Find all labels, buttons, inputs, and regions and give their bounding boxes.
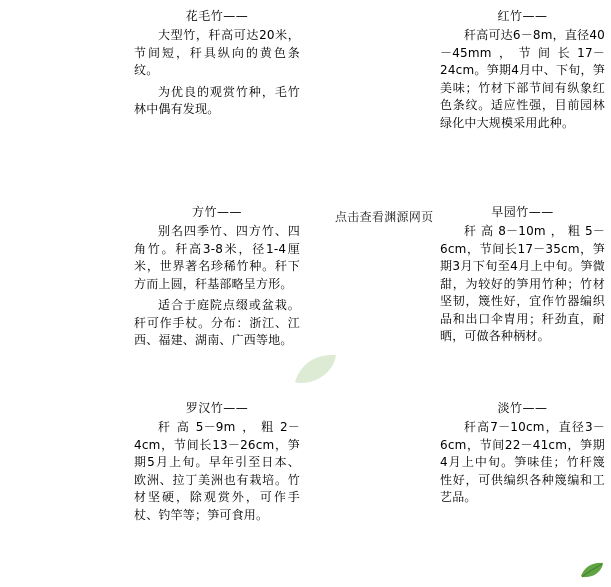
leaf-icon <box>579 561 605 579</box>
species-photo-fang-zhu <box>0 196 130 392</box>
species-photo-hong-zhu <box>306 0 436 196</box>
source-tooltip[interactable]: 点击查看渊源网页 <box>332 209 436 226</box>
species-text-luo-han-zhu <box>130 392 306 587</box>
species-card-hong-zhu <box>306 0 611 196</box>
species-text-hong-zhu <box>436 0 611 196</box>
species-text-dan-zhu <box>436 392 611 587</box>
species-paragraph: 大型竹，秆高可达20米，节间短，秆具纵向的黄色条纹。 <box>134 28 300 77</box>
species-paragraph: 为优良的观赏竹种，毛竹林中偶有发现。 <box>134 84 300 116</box>
species-card-hua-mao-zhu <box>0 0 306 196</box>
species-text-hua-mao-zhu <box>130 0 306 196</box>
species-photo-luo-han-zhu <box>0 392 130 587</box>
species-title: 淡竹—— <box>497 401 548 415</box>
species-text-fang-zhu <box>130 196 306 392</box>
species-card-dan-zhu <box>306 392 611 587</box>
species-title: 红竹—— <box>497 9 548 23</box>
watermark-leaf-icon <box>292 352 338 386</box>
species-title: 早园竹—— <box>491 205 554 219</box>
species-card-fang-zhu <box>0 196 306 392</box>
species-photo-hua-mao-zhu <box>0 0 130 196</box>
species-paragraph: 秆高5－9m，粗2－4cm，节间长13－26cm，笋期5月上旬。早年引至日本、欧洲、拉丁美洲也有栽培。竹材坚硬，除观赏外，可作手杖、钓竿等；笋可食用。 <box>134 420 300 522</box>
species-photo-dan-zhu <box>306 392 436 587</box>
species-title: 方竹—— <box>191 205 242 219</box>
species-text-zao-yuan-zhu <box>436 196 611 392</box>
species-paragraph: 秆高可达6－8m，直径40－45mm，节间长17－24cm。笋期4月中、下旬，笋美味；竹材下部节间有纵象红色条纹。适应性强，目前园林绿化中大规模采用此种。 <box>440 28 605 130</box>
species-paragraph: 秆高7－10cm，直径3－6cm，节间22－41cm，笋期4月上中旬。笋味佳；竹秆篾性好，可供编织各种篾编和工艺品。 <box>440 420 605 504</box>
species-title: 罗汉竹—— <box>185 401 249 415</box>
species-title: 花毛竹—— <box>185 9 249 23</box>
species-paragraph: 适合于庭院点缀或盆栽。秆可作手杖。分布：浙江、江西、福建、湖南、广西等地。 <box>134 298 300 347</box>
species-paragraph: 秆高8－10m，粗5－6cm，节间长17－35cm，笋期3月下旬至4月上中旬。笋微甜，为较好的笋用竹种；竹材坚韧，篾性好，宜作竹器编织品和出口伞胄用；秆劲直，耐晒，可做各种柄材。 <box>440 224 605 343</box>
species-card-luo-han-zhu <box>0 392 306 587</box>
species-paragraph: 别名四季竹、四方竹、四角竹。秆高3-8米，径1-4厘米，世界著名珍稀竹种。秆下方而上圆，秆基部略呈方形。 <box>134 224 300 291</box>
